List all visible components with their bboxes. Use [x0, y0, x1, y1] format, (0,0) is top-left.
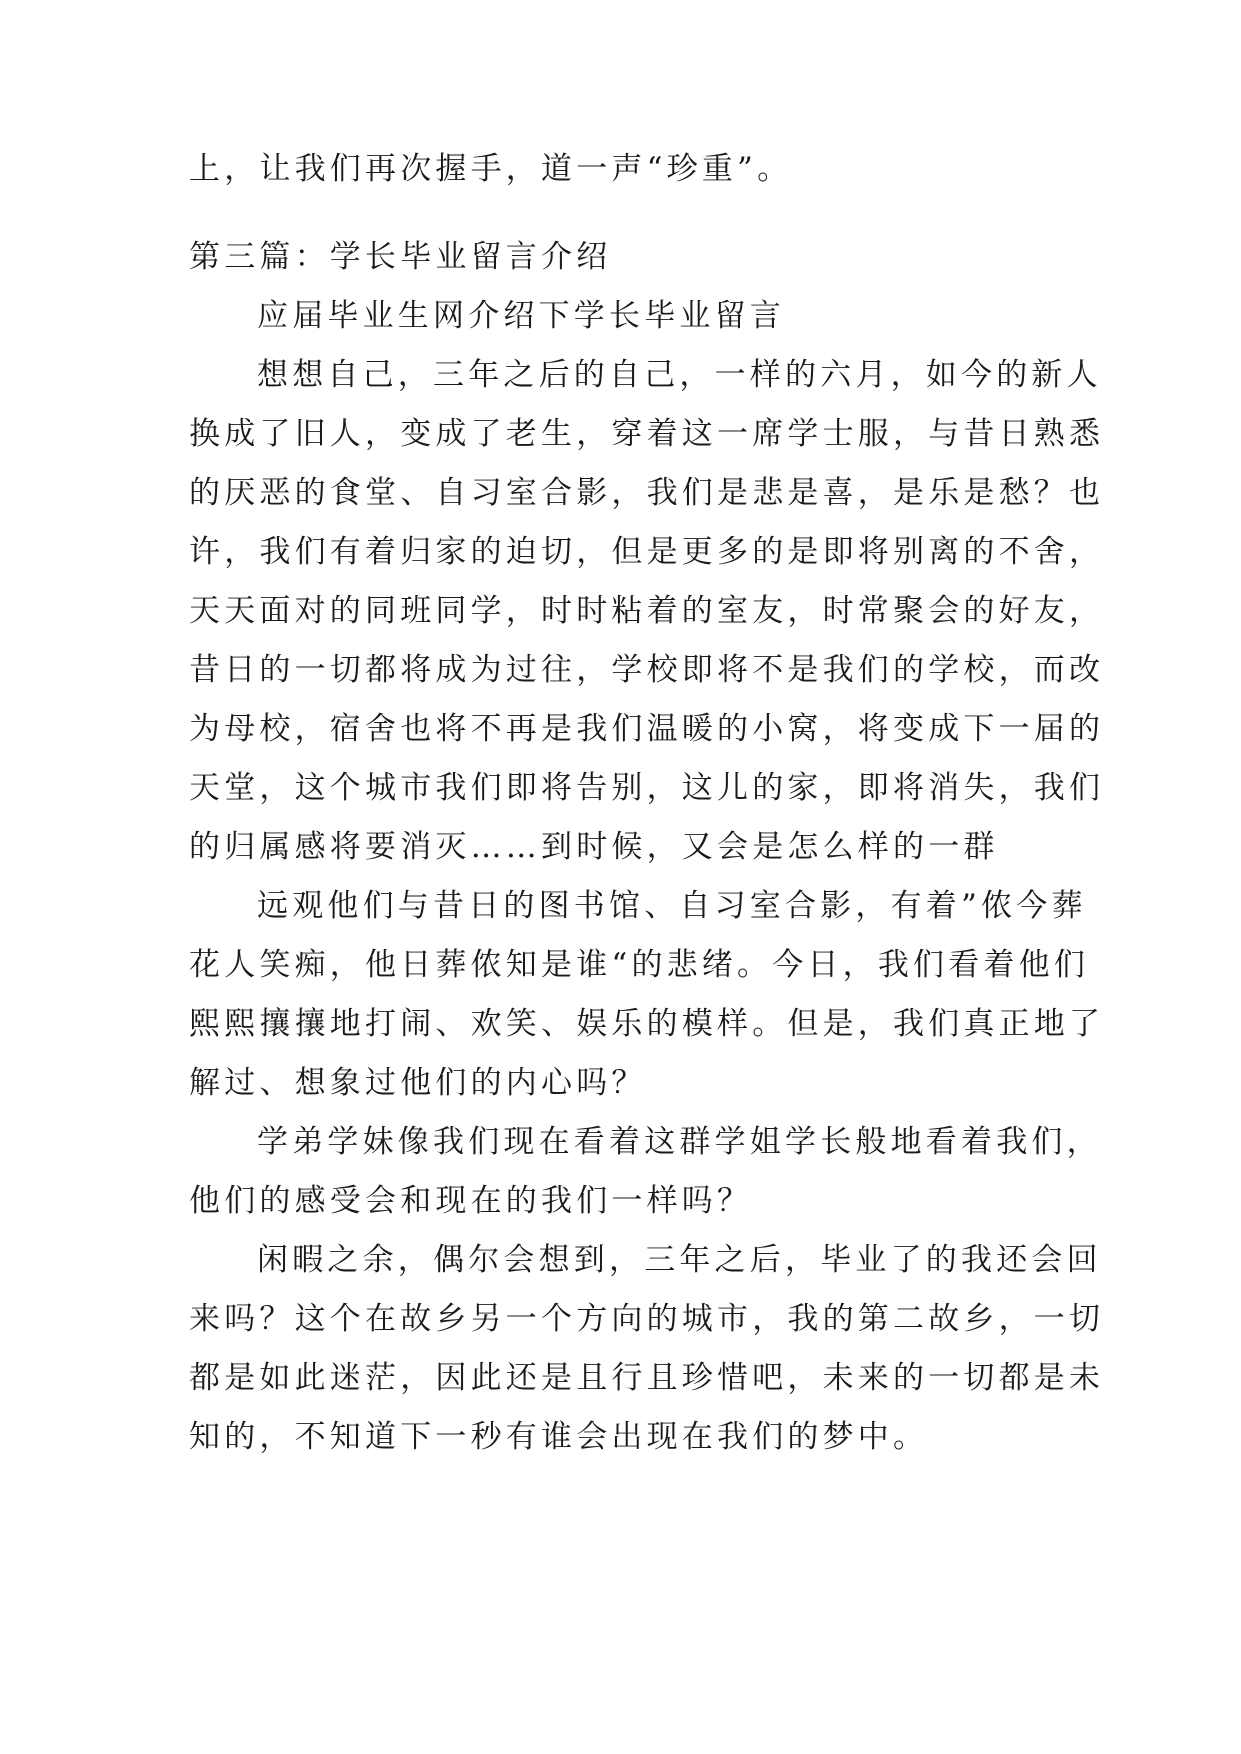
paragraph-line: 熙熙攘攘地打闹、欢笑、娱乐的模样。但是，我们真正地了: [189, 1006, 1105, 1042]
section-title: 第三篇：学长毕业留言介绍: [189, 239, 612, 275]
paragraph-line: 天天面对的同班同学，时时粘着的室友，时常聚会的好友，: [189, 593, 1105, 629]
paragraph-line: 闲暇之余，偶尔会想到，三年之后，毕业了的我还会回: [257, 1242, 1102, 1278]
paragraph-line: 解过、想象过他们的内心吗？: [189, 1065, 647, 1101]
paragraph-line: 换成了旧人，变成了老生，穿着这一席学士服，与昔日熟悉: [189, 416, 1105, 452]
paragraph-line: 都是如此迷茫，因此还是且行且珍惜吧，未来的一切都是未: [189, 1360, 1105, 1396]
paragraph-line: 天堂，这个城市我们即将告别，这儿的家，即将消失，我们: [189, 770, 1105, 806]
document-body: [189, 140, 1105, 1467]
section-gap: [189, 199, 1069, 228]
paragraph-line: 来吗？这个在故乡另一个方向的城市，我的第二故乡，一切: [189, 1301, 1105, 1337]
paragraph-line: 他们的感受会和现在的我们一样吗？: [189, 1183, 753, 1219]
paragraph-line: 为母校，宿舍也将不再是我们温暖的小窝，将变成下一届的: [189, 711, 1105, 747]
paragraph-line: 的归属感将要消灭……到时候，又会是怎么样的一群: [189, 829, 999, 865]
paragraph-line: 许，我们有着归家的迫切，但是更多的是即将别离的不舍，: [189, 534, 1105, 570]
continuation-line: 上，让我们再次握手，道一声“珍重”。: [189, 151, 793, 187]
subtitle: 应届毕业生网介绍下学长毕业留言: [257, 298, 785, 334]
paragraph-line: 知的，不知道下一秒有谁会出现在我们的梦中。: [189, 1419, 929, 1455]
paragraph-line: 花人笑痴，他日葬侬知是谁“的悲绪。今日，我们看着他们: [189, 947, 1090, 983]
paragraph-line: 昔日的一切都将成为过往，学校即将不是我们的学校，而改: [189, 652, 1105, 688]
paragraph-line: 想想自己，三年之后的自己，一样的六月，如今的新人: [257, 357, 1102, 393]
paragraph-line: 的厌恶的食堂、自习室合影，我们是悲是喜，是乐是愁？也: [189, 475, 1105, 511]
paragraph-line: 远观他们与昔日的图书馆、自习室合影，有着”侬今葬: [257, 888, 1087, 924]
paragraph-line: 学弟学妹像我们现在看着这群学姐学长般地看着我们，: [257, 1124, 1102, 1160]
